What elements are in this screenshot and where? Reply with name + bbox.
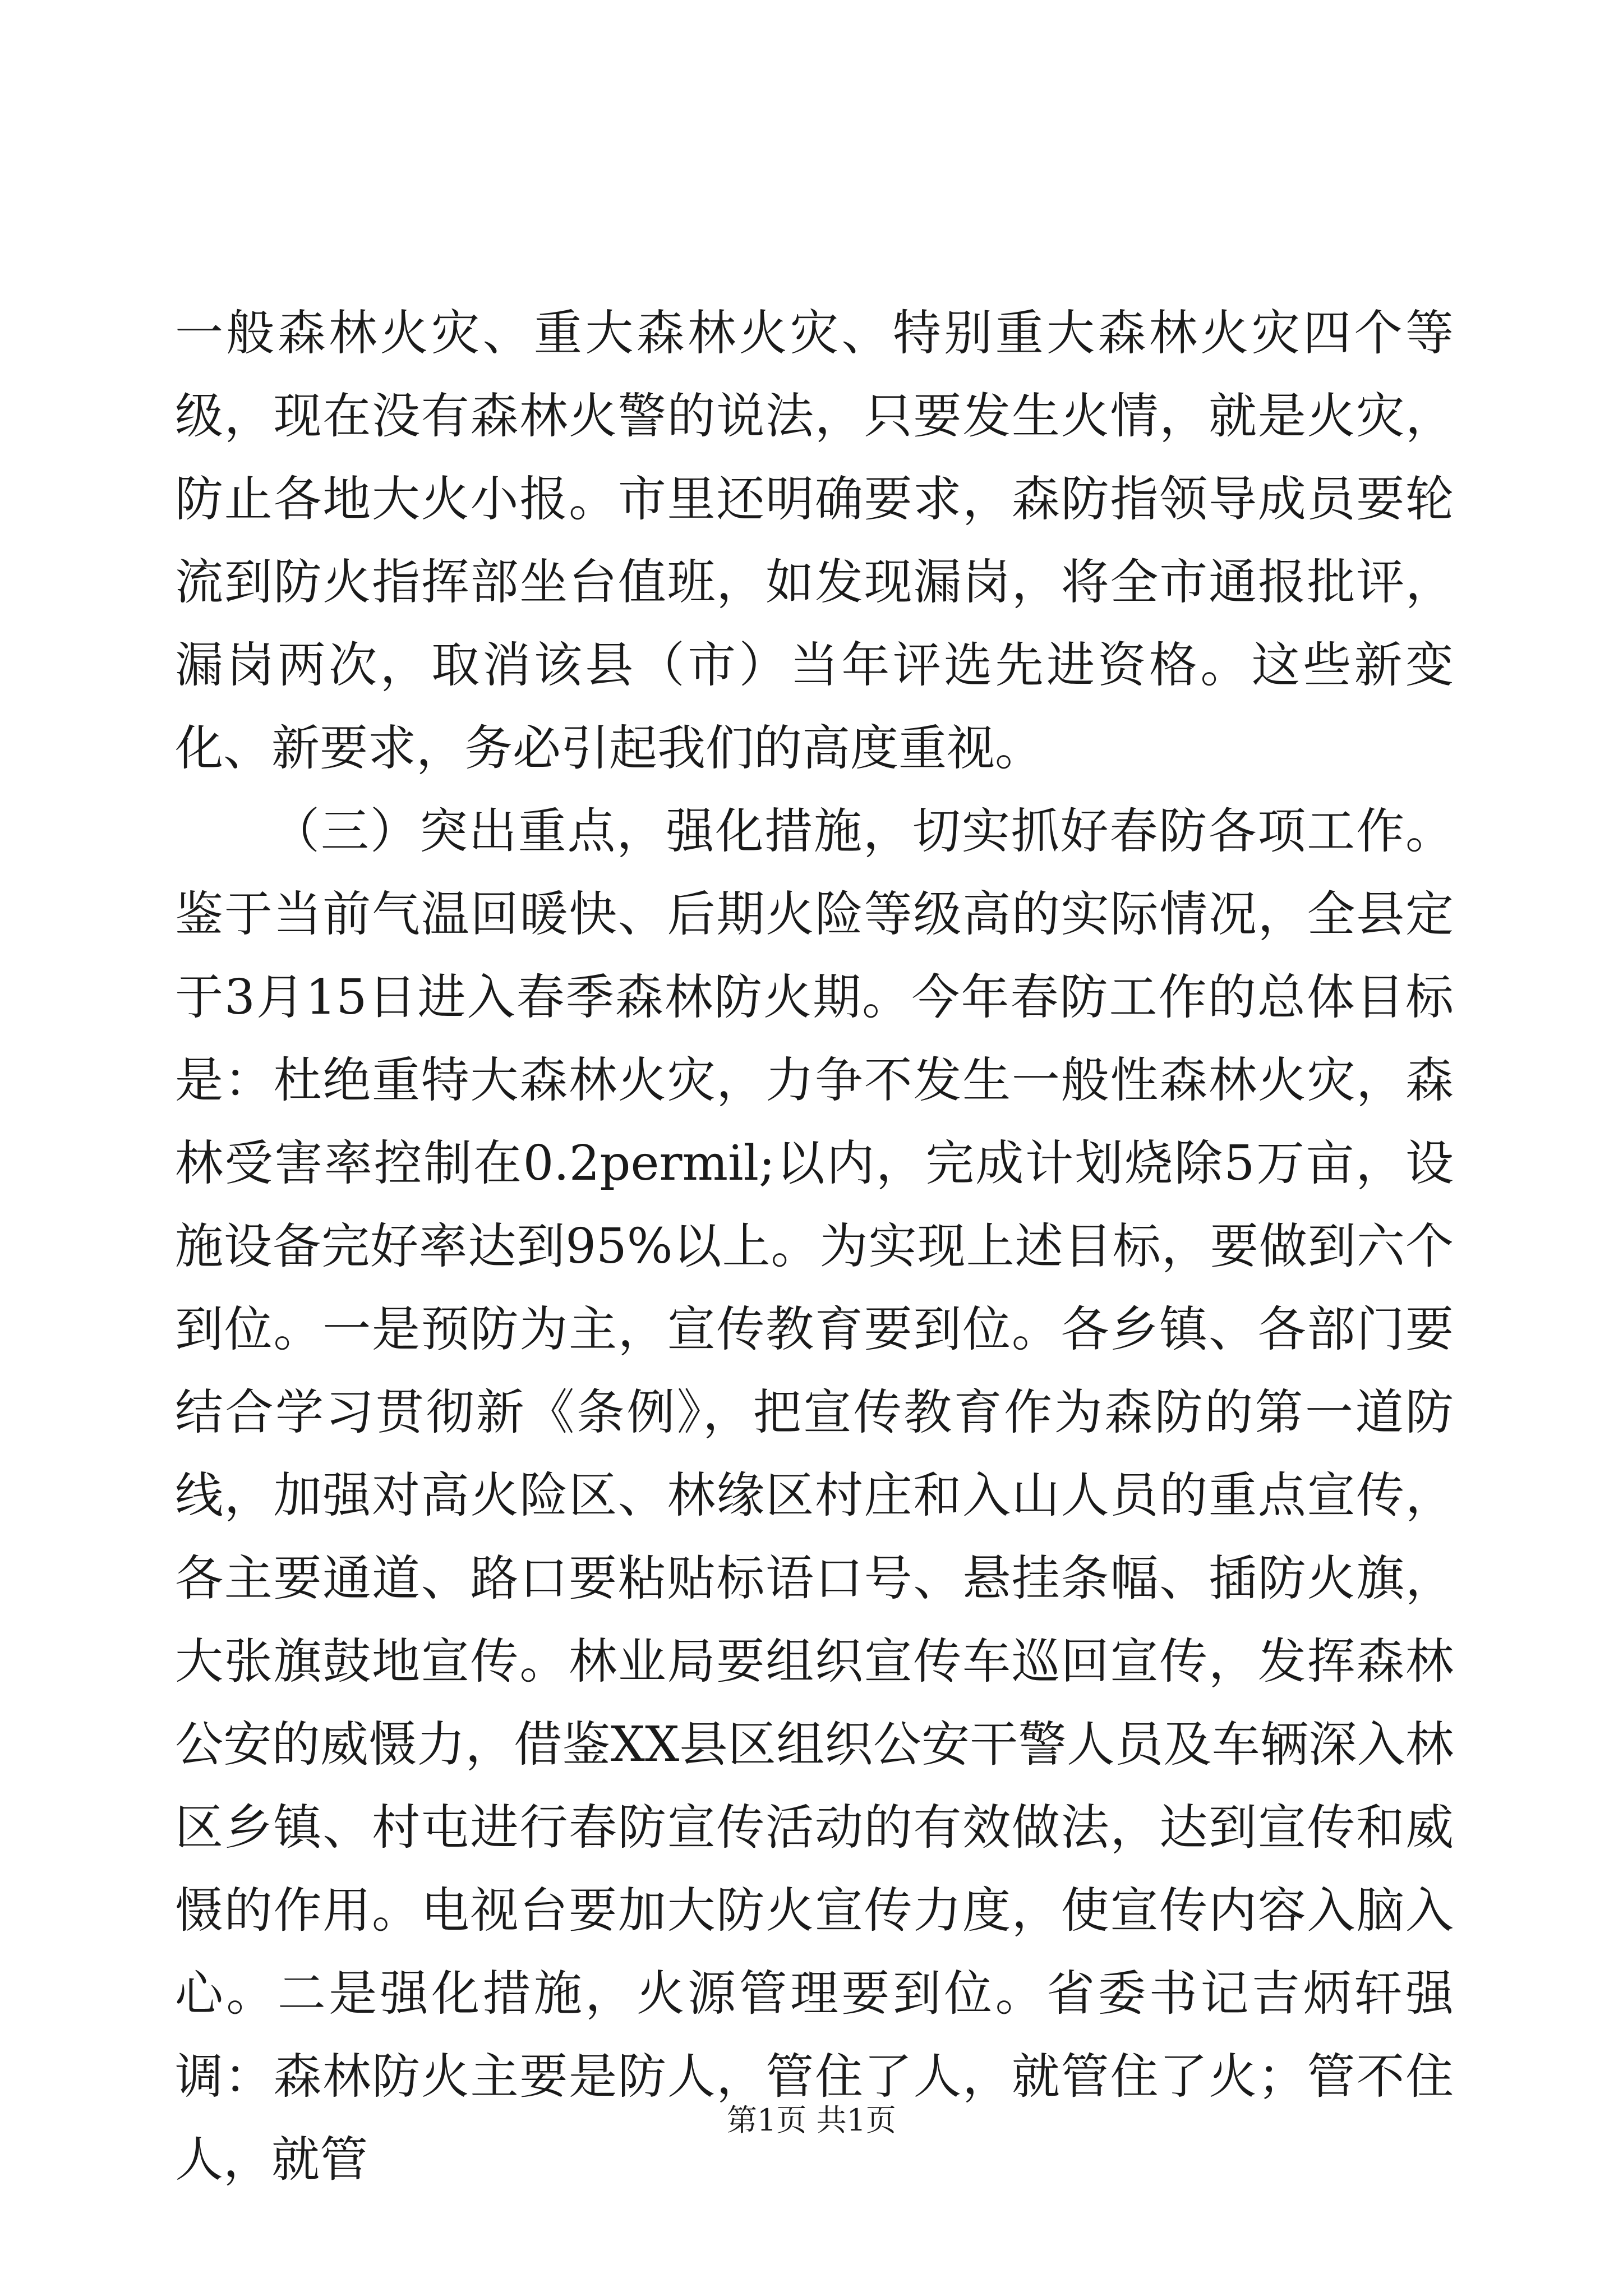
page-footer: 第1页 共1页 (727, 2102, 896, 2138)
document-body (175, 292, 1454, 2201)
paragraph-continuation: 一般森林火灾、重大森林火灾、特别重大森林火灾四个等级，现在没有森林火警的说法，只要发生火情，就是火灾，防止各地大火小报。市里还明确要求，森防指领导成员要轮流到防火指挥部坐台值班，如发现漏岗，将全市通报批评，漏岗两次，取消该县（市）当年评选先进资格。这些新变化、新要求，务必引起我们的高度重视。 (175, 305, 1454, 776)
paragraph-section-three: （三）突出重点，强化措施，切实抓好春防各项工作。鉴于当前气温回暖快、后期火险等级高的实际情况，全县定于3月15日进入春季森林防火期。今年春防工作的总体目标是：杜绝重特大森林火灾，力争不发生一般性森林火灾，森林受害率控制在0.2permil;以内，完成计划烧除5万亩，设施设备完好率达到95%以上。为实现上述目标，要做到六个到位。一是预防为主，宣传教育要到位。各乡镇、各部门要结合学习贯彻新《条例》，把宣传教育作为森防的第一道防线，加强对高火险区、林缘区村庄和入山人员的重点宣传，各主要通道、路口要粘贴标语口号、悬挂条幅、插防火旗，大张旗鼓地宣传。林业局要组织宣传车巡回宣传，发挥森林公安的威慑力，借鉴XX县区组织公安干警人员及车辆深入林区乡镇、村屯进行春防宣传活动的有效做法，达到宣传和威慑的作用。电视台要加大防火宣传力度，使宣传内容入脑入心。二是强化措施，火源管理要到位。省委书记吉炳轩强调：森林防火主要是防人，管住了人，就管住了火；管不住人，就管 (175, 803, 1454, 2188)
